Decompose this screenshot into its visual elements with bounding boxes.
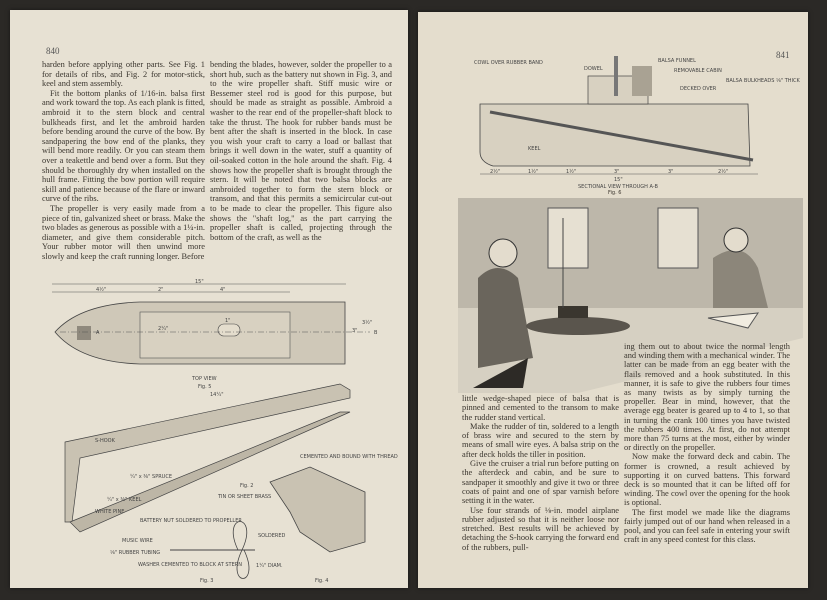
- fig2-label: ¼" x ⅜" KEEL: [107, 497, 142, 503]
- dim-label: 2¼": [158, 326, 169, 332]
- dim-label: 3": [668, 169, 674, 175]
- fig6-label: COWL OVER RUBBER BAND: [474, 60, 543, 66]
- dim-label: 1½": [528, 169, 539, 175]
- paragraph: little wedge-shaped piece of balsa that is pinned and cemented to the transom to make the rudder stand vertical.: [462, 394, 619, 422]
- fig3-label: SOLDERED: [258, 533, 286, 539]
- fig6-label: DOWEL: [584, 66, 603, 72]
- left-page: [10, 10, 408, 588]
- fig3-label: WASHER CEMENTED TO BLOCK AT STERN: [138, 562, 242, 568]
- paragraph: The propeller is very easily made from a piece of tin, galvanized sheet or brass. Make the two blades as generous as possible with a 1¼-in. diameter, and give them considerable pitch. Your rubber motor will then unwind more slowly and keep the craft running longer. Before: [42, 203, 205, 261]
- fig2-fig3-fig4: [10, 382, 408, 588]
- point-a: A: [96, 330, 100, 336]
- fig6-number: Fig. 6: [608, 190, 622, 196]
- fig2-label: S-HOOK: [95, 438, 115, 444]
- fig5-number: Fig. 5: [198, 384, 212, 390]
- fig3-label: 1¼" DIAM.: [256, 563, 283, 569]
- drawing-shape: [614, 56, 618, 96]
- fig6-label: DECKED OVER: [680, 86, 717, 92]
- paragraph: Give the cruiser a trial run before putting on the afterdeck and cabin, and be sure to sandpaper it smoothly and give it two or three coats of paint and one of spar varnish before setting it in the water.: [462, 459, 619, 506]
- fig2-label: CEMENTED AND BOUND WITH THREAD: [300, 454, 398, 460]
- drawing-shape: [140, 312, 290, 358]
- dim-label: 4½": [96, 287, 107, 293]
- dim-label: 15": [195, 279, 204, 285]
- dim-label: 2½": [490, 169, 501, 175]
- paragraph: Use four strands of ⅛-in. model airplane rubber adjusted so that it is neither loose nor stretched. Best results will be achieved by detaching the S-hook carrying the forward end of the rubbers, pull-: [462, 505, 619, 552]
- drawing-shape: [270, 467, 365, 552]
- fig5-top-view: [10, 272, 408, 392]
- fig6-label: REMOVABLE CABIN: [674, 68, 722, 74]
- fig5-caption: TOP VIEW: [192, 376, 217, 382]
- dim-label: 15": [614, 177, 623, 183]
- dim-label: 3": [614, 169, 620, 175]
- paragraph: Fit the bottom planks of 1/16-in. balsa first and work toward the top. As each plank is fitted, ambroid it to the stern block and central bulkheads first, and let the ambroid harden before bending around the curve of the bow. By sandpapering the bow end of the planks, they will bend more readily. Or you can steam them over a teakettle and bend over a form. But they should be thoroughly dry when installed on the hull frame. Fitting the bow portion will require skill and patience because of the flare or inward curve of the ribs.: [42, 88, 205, 204]
- drawing-shape: [77, 326, 91, 340]
- paragraph: Make the rudder of tin, soldered to a length of brass wire and secured to the stern by means of small wire eyes. A balsa strip on the after deck holds the tiller in position.: [462, 421, 619, 459]
- fig2-label: WHITE PINE: [95, 509, 125, 515]
- dim-label: 1½": [566, 169, 577, 175]
- dim-label: 1": [225, 318, 231, 324]
- drawing-shape: [218, 324, 240, 336]
- fig3-label: BATTERY NUT SOLDERED TO PROPELLER: [140, 518, 242, 524]
- fig2-number: Fig. 2: [240, 483, 254, 489]
- text-column-1: [42, 60, 205, 261]
- fig4-number: Fig. 4: [315, 578, 329, 584]
- text-column-2: [624, 342, 790, 544]
- text-column-1: [462, 394, 619, 552]
- fig6-label: KEEL: [528, 146, 541, 152]
- drawing-shape: [724, 228, 748, 252]
- fig3-number: Fig. 3: [200, 578, 214, 584]
- fig6-caption: SECTIONAL VIEW THROUGH A-B: [578, 184, 658, 190]
- point-b: B: [374, 330, 378, 336]
- dim-label: 4": [220, 287, 226, 293]
- drawing-shape: [548, 208, 588, 268]
- dim-label: 2½": [718, 169, 729, 175]
- fig3-label: ⅛" RUBBER TUBING: [110, 550, 161, 556]
- paragraph: ing them out to about twice the normal length and winding them with a mechanical winder. The latter can be made from an egg beater with the flails removed and a hook substituted. In this manner, it is safe to give the rubbers four times as many twists as by simply turning the propeller. Bear in mind, however, that the average egg beater is geared up to 4 to 1, so that in turning the crank 100 times you have twisted the rubbers 400 times. At first, do not attempt more than 75 turns at the most, either by winder or directly on the propeller.: [624, 342, 790, 453]
- paragraph: Now make the forward deck and cabin. The former is crowned, a result achieved by supporting it on curved battens. This forward deck is so mounted that it can be lifted off for winding. The cowl over the opening for the hook is optional.: [624, 452, 790, 508]
- drawing-shape: [632, 66, 652, 96]
- dim-label: 3½": [362, 320, 373, 326]
- dim-label: 2": [158, 287, 164, 293]
- fig6-label: BALSA FUNNEL: [658, 58, 696, 64]
- paragraph: bending the blades, however, solder the propeller to a short hub, such as the battery nut shown in Fig. 3, and to the wire propeller shaft. Stiff music wire or Bessemer steel rod is good for this purpose, but should be made as straight as possible. Ambroid a washer to the rear end of the propeller-shaft block to take the thrust. The hook for rubber bands must be bent after the shaft is inserted in the block. In case you wish your craft to carry a load or ballast that brings it well down in the water, stuff a quantity of oil-soaked cotton in the hole around the shaft. Fig. 4 shows how the propeller shaft is brought through the stern. It will be noted that two balsa blocks are ambroided together to form the stern block or transom, and that this permits a semicircular cut-out to be made to clear the propeller. This figure also shows the "shaft log," as the part carrying the propeller shaft is called, projecting through the bottom of the craft, as well as the: [210, 60, 392, 242]
- fig2-length: 14¼": [210, 392, 224, 398]
- drawing-shape: [526, 317, 630, 335]
- text-column-2: [210, 60, 392, 242]
- page-number: 840: [46, 46, 60, 56]
- paragraph: harden before applying other parts. See Fig. 1 for details of ribs, and Fig. 2 for motor-stick, keel and stem assembly.: [42, 60, 205, 89]
- fig6-label: BALSA BULKHEADS ⅛" THICK: [726, 78, 800, 84]
- paragraph: The first model we made like the diagrams fairly jumped out of our hand when released in a pool, and you can feel safe in entering your swift craft in any speed contest for this class.: [624, 507, 790, 545]
- fig3-label: MUSIC WIRE: [122, 538, 153, 544]
- fig2-label: ¼" x ⅜" SPRUCE: [130, 474, 172, 480]
- fig6-sectional-view: [418, 32, 808, 192]
- drawing-shape: [489, 239, 517, 267]
- drawing-shape: [658, 208, 698, 268]
- page-number: 841: [776, 50, 790, 60]
- dim-label: 3": [352, 328, 358, 334]
- fig3-label: TIN OR SHEET BRASS: [218, 494, 272, 500]
- right-page: [418, 12, 808, 588]
